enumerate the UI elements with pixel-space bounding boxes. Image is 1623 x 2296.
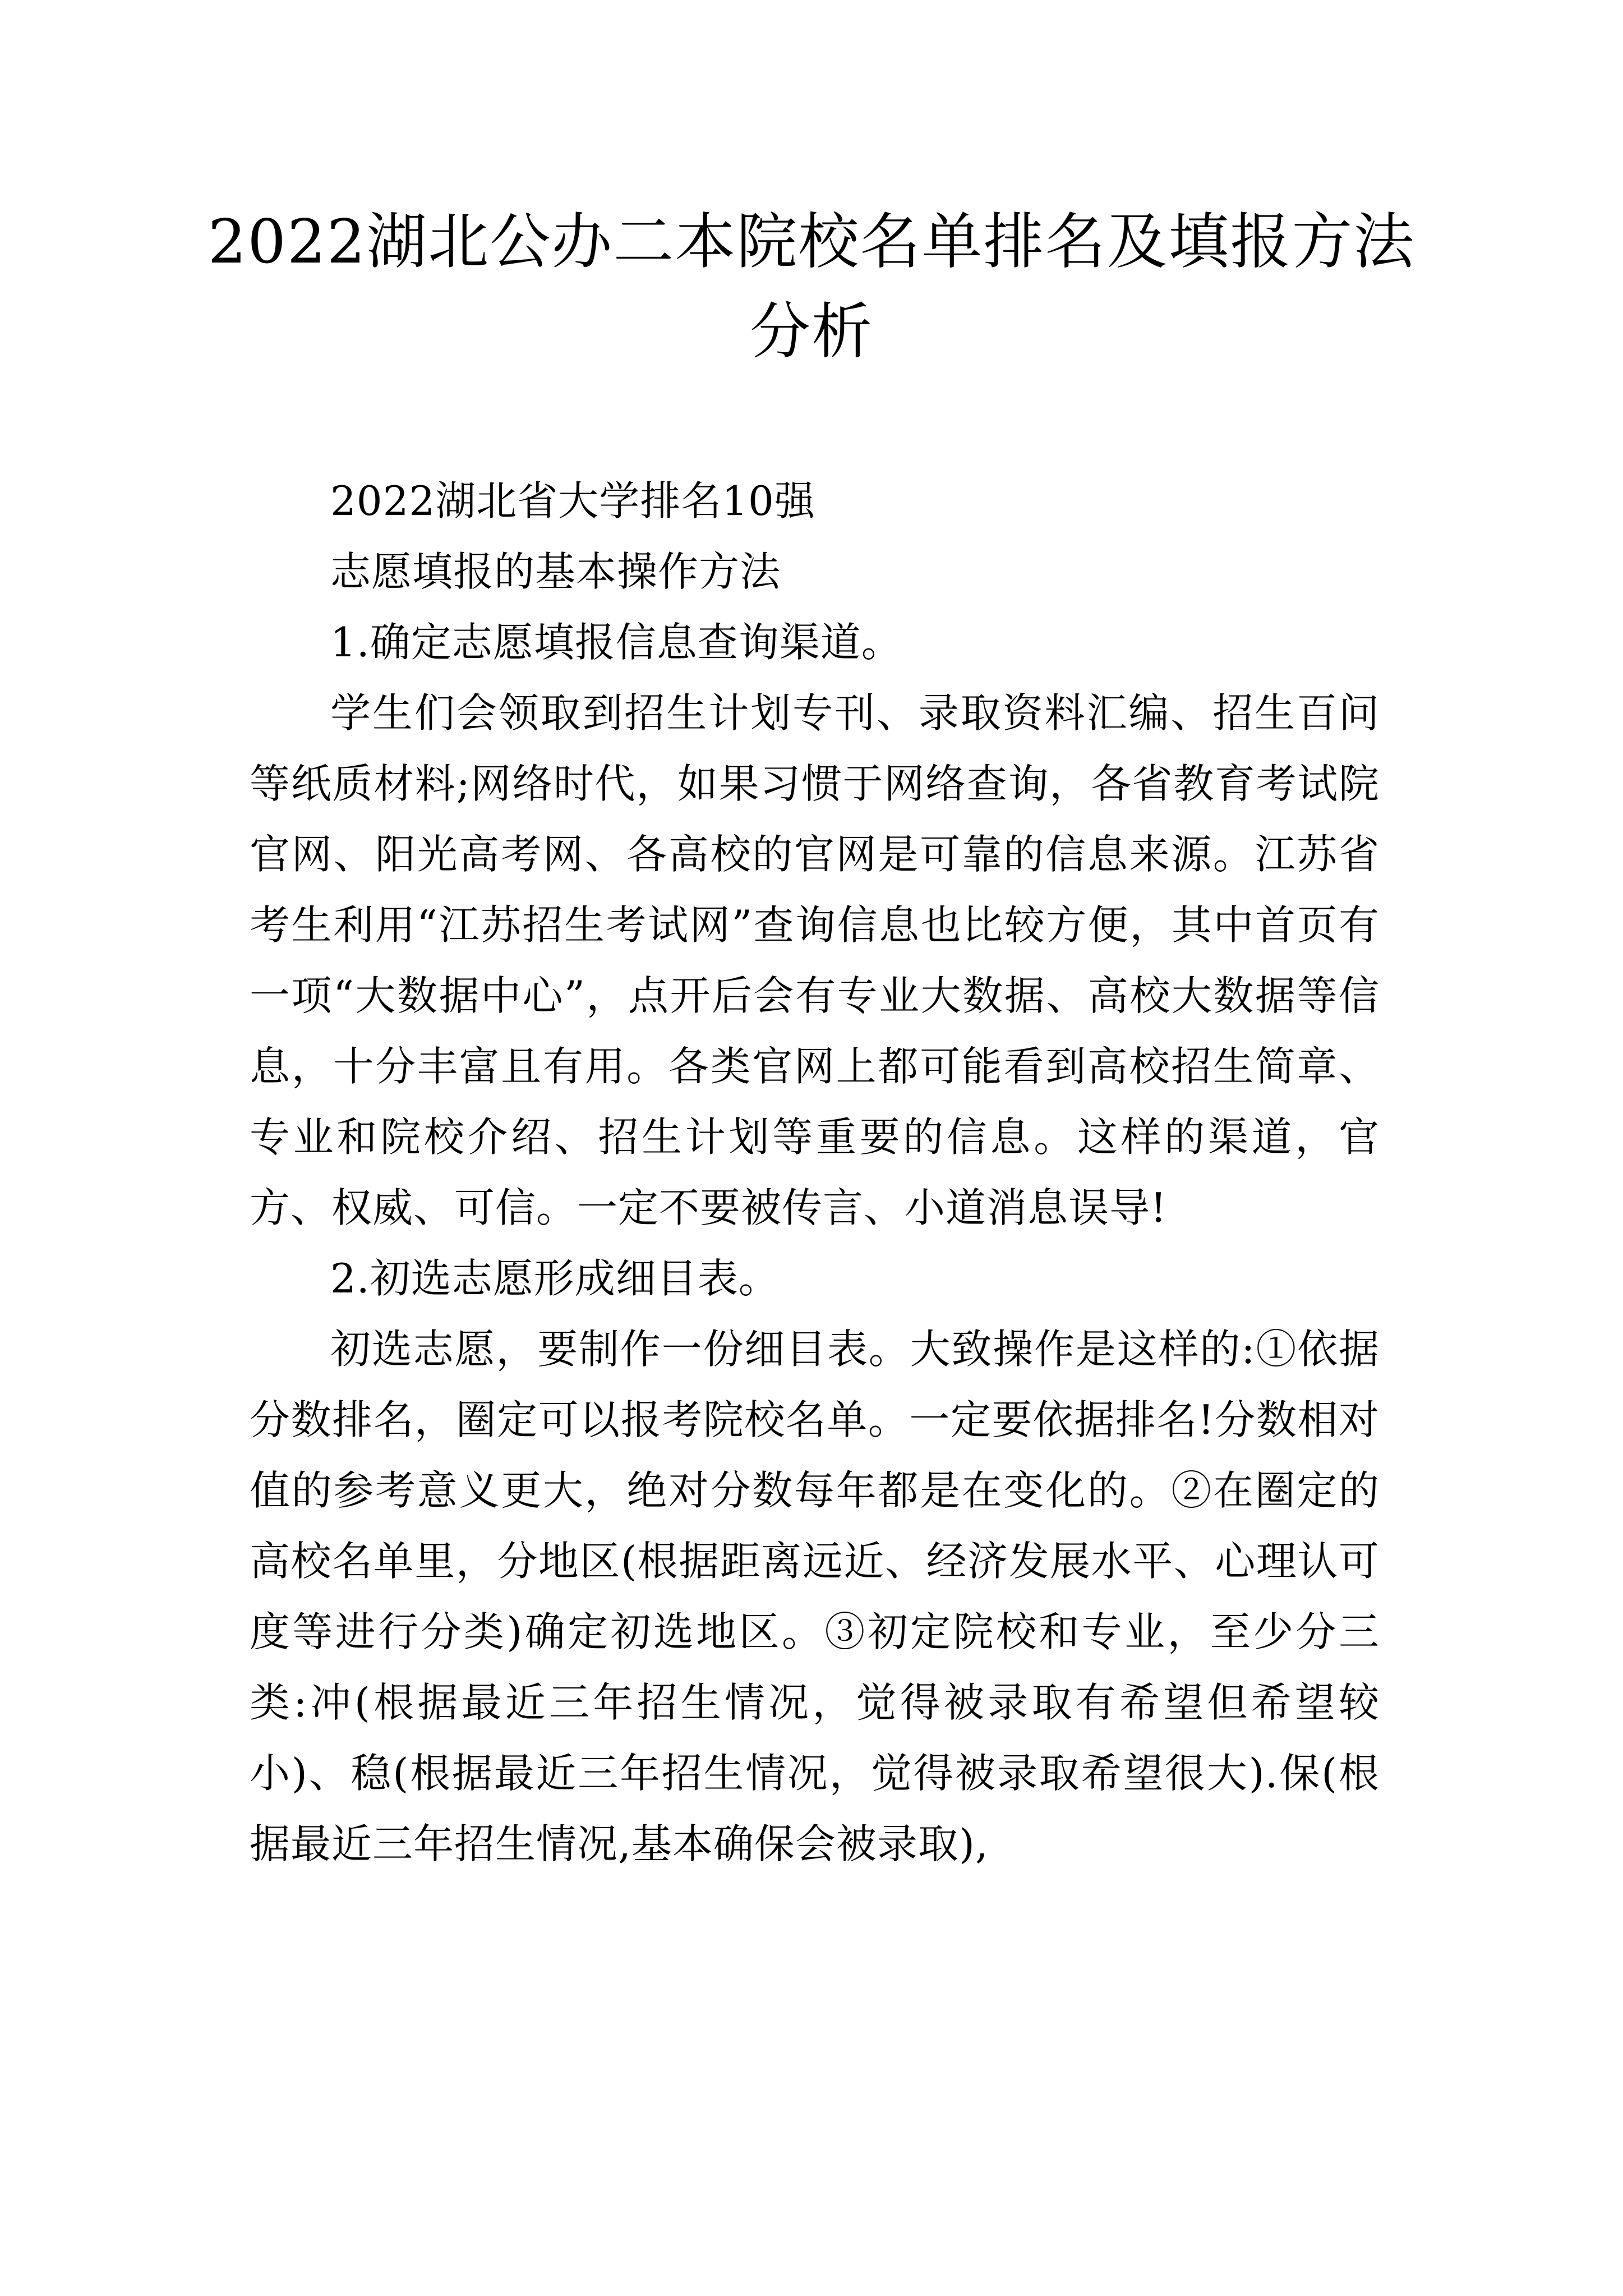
paragraph-step-1-body: 学生们会领取到招生计划专刊、录取资料汇编、招生百问等纸质材料;网络时代，如果习惯于网络查询，各省教育考试院官网、阳光高考网、各高校的官网是可靠的信息来源。江苏省考生利用“江苏招生考试网”查询信息也比较方便，其中首页有一项“大数据中心”，点开后会有专业大数据、高校大数据等信息，十分丰富且有用。各类官网上都可能看到高校招生简章、专业和院校介绍、招生计划等重要的信息。这样的渠道，官方、权威、可信。一定不要被传言、小道消息误导! [250,689,1380,1231]
paragraph-step-2-heading: 2.初选志愿形成细目表。 [330,1255,780,1302]
paragraph-step-2-body: 初选志愿，要制作一份细目表。大致操作是这样的:①依据分数排名，圈定可以报考院校名单。一定要依据排名!分数相对值的参考意义更大，绝对分数每年都是在变化的。②在圈定的高校名单里，分地区(根据距离远近、经济发展水平、心理认可度等进行分类)确定初选地区。③初定院校和专业，至少分三类:冲(根据最近三年招生情况，觉得被录取有希望但希望较小)、稳(根据最近三年招生情况，觉得被录取希望很大).保(根据最近三年招生情况,基本确保会被录取), [250,1326,1380,1867]
paragraph-step-1-heading: 1.确定志愿填报信息查询渠道。 [330,619,902,666]
document-body [250,466,1380,1879]
paragraph-ranking-heading: 2022湖北省大学排名10强 [330,477,815,524]
document-title: 2022湖北公办二本院校名单排名及填报方法分析 [208,207,1415,367]
paragraph-method-heading: 志愿填报的基本操作方法 [330,548,781,595]
